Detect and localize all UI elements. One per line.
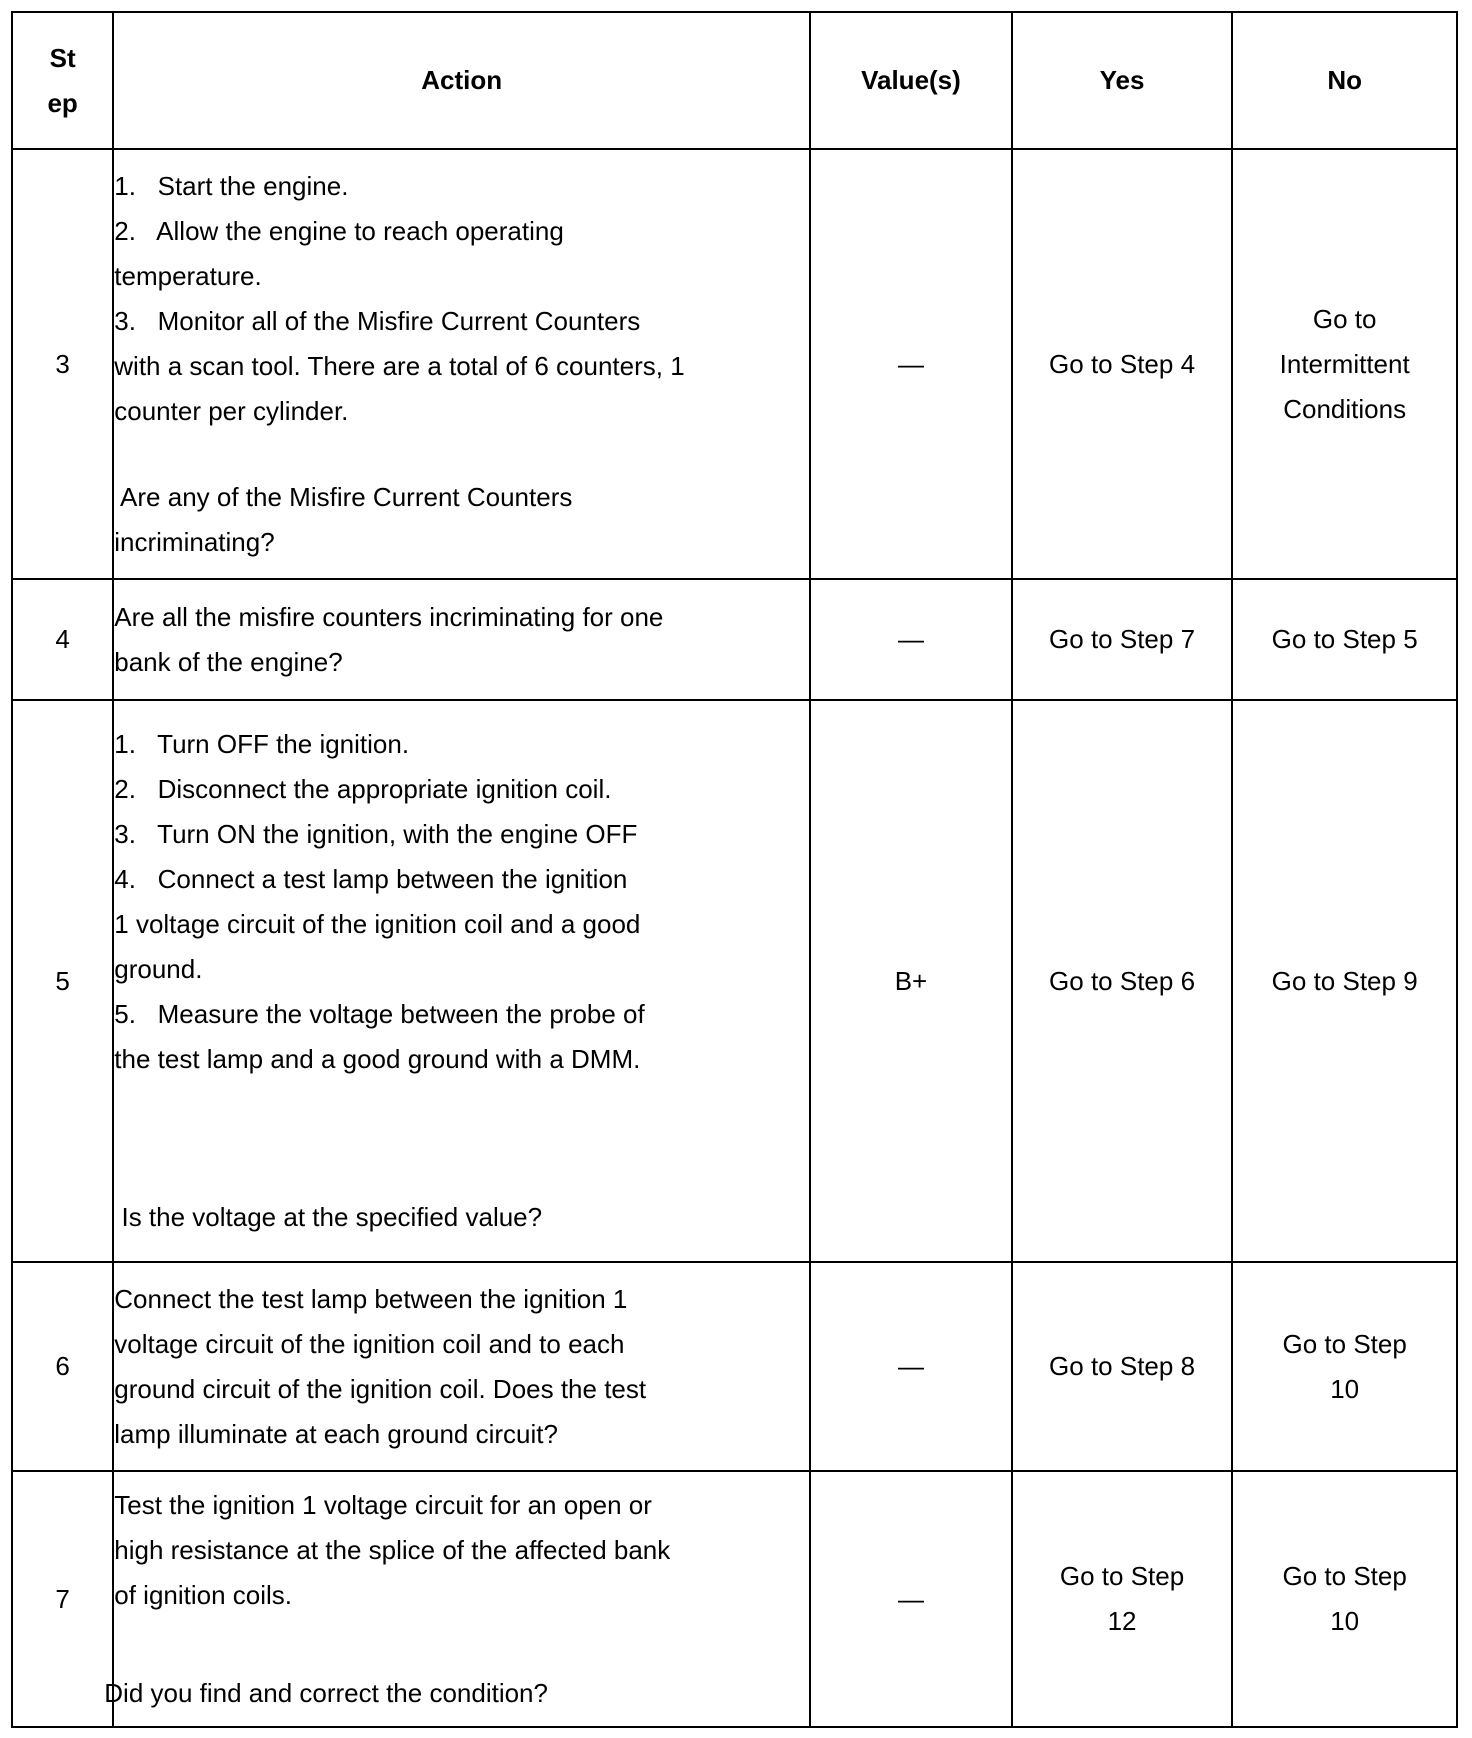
action-line: the test lamp and a good ground with a DMM. <box>114 1044 641 1074</box>
no-line: Conditions <box>1283 393 1407 424</box>
table-row <box>12 1262 1457 1471</box>
header-yes: Yes <box>1012 12 1233 149</box>
action-line: Are all the misfire counters incriminating for one <box>114 601 664 632</box>
action-line: 2. Allow the engine to reach operating <box>114 215 564 246</box>
action-line: 4. Connect a test lamp between the ignition <box>114 864 628 894</box>
no-cell <box>1232 1471 1457 1727</box>
no-line: 10 <box>1330 1373 1360 1404</box>
step-number: 7 <box>12 1471 113 1727</box>
no-line: Go to Step <box>1282 1328 1407 1359</box>
table-row <box>12 149 1457 579</box>
value-cell: — <box>810 1262 1012 1471</box>
action-cell <box>113 700 810 1262</box>
action-line: counter per cylinder. <box>114 395 349 426</box>
action-cell <box>113 579 810 700</box>
action-line: 3. Turn ON the ignition, with the engine OFF <box>114 819 638 849</box>
action-line: of ignition coils. <box>114 1579 293 1610</box>
action-line: Test the ignition 1 voltage circuit for an open or <box>114 1489 652 1520</box>
no-cell <box>1232 149 1457 579</box>
step-number: 3 <box>12 149 113 579</box>
no-cell: Go to Step 9 <box>1232 700 1457 1262</box>
action-cell <box>113 1262 810 1471</box>
action-line: voltage circuit of the ignition coil and to each <box>114 1328 625 1359</box>
action-line: bank of the engine? <box>114 646 343 677</box>
action-line: 5. Measure the voltage between the probe of <box>114 999 645 1029</box>
header-action: Action <box>113 12 810 149</box>
step-number: 4 <box>12 579 113 700</box>
yes-line: Go to Step <box>1059 1561 1185 1591</box>
no-cell <box>1232 1262 1457 1471</box>
yes-cell: Go to Step 6 <box>1012 700 1233 1262</box>
no-line: Go to <box>1312 303 1377 334</box>
value-cell: — <box>810 149 1012 579</box>
header-step <box>12 12 113 149</box>
question-line: Did you find and correct the condition? <box>104 1677 548 1708</box>
table-row <box>12 1471 1457 1727</box>
action-line: ground. <box>114 954 203 984</box>
no-line: Go to Step <box>1282 1561 1407 1591</box>
yes-line: 12 <box>1107 1606 1137 1636</box>
header-row <box>12 12 1457 149</box>
no-line: 10 <box>1330 1606 1360 1636</box>
question-line: incriminating? <box>114 526 275 557</box>
action-line: 1. Turn OFF the ignition. <box>114 729 410 759</box>
header-step-line-2: ep <box>47 87 78 118</box>
step-number: 6 <box>12 1262 113 1471</box>
yes-cell: Go to Step 8 <box>1012 1262 1233 1471</box>
action-line: 1. Start the engine. <box>114 170 349 201</box>
action-line: 2. Disconnect the appropriate ignition coil. <box>114 774 612 804</box>
header-values: Value(s) <box>810 12 1012 149</box>
question-line: Are any of the Misfire Current Counters <box>114 481 573 512</box>
value-cell: B+ <box>810 700 1012 1262</box>
question-line: Is the voltage at the specified value? <box>114 1202 543 1232</box>
no-line: Intermittent <box>1279 348 1410 379</box>
yes-cell <box>1012 1471 1233 1727</box>
action-line: 1 voltage circuit of the ignition coil and a good <box>114 909 641 939</box>
action-line: high resistance at the splice of the affected bank <box>114 1534 671 1565</box>
diagnostic-table <box>11 11 1458 1728</box>
action-line: 3. Monitor all of the Misfire Current Counters <box>114 305 641 336</box>
action-line: lamp illuminate at each ground circuit? <box>114 1418 558 1449</box>
table-row <box>12 579 1457 700</box>
action-cell <box>113 149 810 579</box>
yes-cell: Go to Step 7 <box>1012 579 1233 700</box>
value-cell: — <box>810 1471 1012 1727</box>
action-line: with a scan tool. There are a total of 6 counters, 1 <box>114 350 685 381</box>
table-row <box>12 700 1457 1262</box>
no-cell: Go to Step 5 <box>1232 579 1457 700</box>
header-no: No <box>1232 12 1457 149</box>
step-number: 5 <box>12 700 113 1262</box>
action-line: Connect the test lamp between the ignition 1 <box>114 1283 628 1314</box>
action-line: temperature. <box>114 260 262 291</box>
value-cell: — <box>810 579 1012 700</box>
header-step-line-1: St <box>49 42 76 73</box>
action-line: ground circuit of the ignition coil. Does the test <box>114 1373 647 1404</box>
action-cell <box>104 1471 810 1727</box>
yes-cell: Go to Step 4 <box>1012 149 1233 579</box>
